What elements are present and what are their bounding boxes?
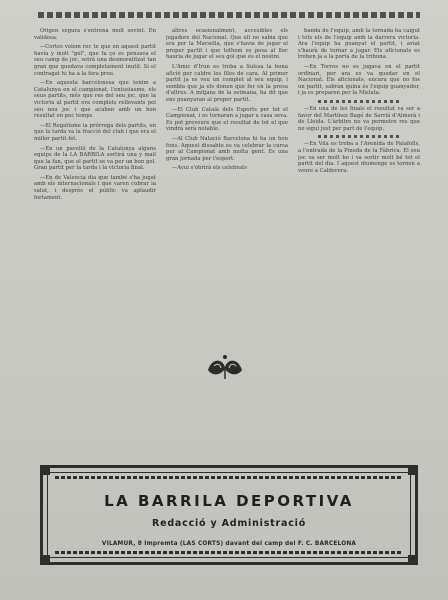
corner-ornament: [42, 555, 50, 563]
paragraph: altres ocasionalment, accesibles els jugadors del Nacional. Que ell no sabia que era per la Marsella, que s'havia de jugar el proper partit i que tothom es posa al lloc hauria de jugar el seu gol que és el nostre.: [166, 28, 288, 61]
corner-ornament: [408, 555, 416, 563]
publication-subtitle: Redacció y Administració: [151, 518, 307, 529]
column-3: [298, 28, 420, 278]
paragraph: —En un pavelló de la Catalunya alguns equips de la LA BARRILA sortirá una y mail que la fan, que el partit se va per un bon gol. Gran partit per la tarda i la victoria final.: [34, 145, 156, 172]
text-columns: [34, 28, 420, 278]
paragraph: banda de l'equip, amb la tornada ha caigut i tots els de l'equip amb la darrera victoria. Ara l'equip ha guanyat el partit, i aviat s'haurà de tornar a jugar. Els aficionats es troben ja a la porta de la tribuna.: [298, 28, 420, 61]
column-2: [166, 28, 288, 278]
masthead-box: [40, 465, 418, 565]
column-1: [34, 28, 156, 278]
paragraph: Origen segura s'entrenà molt sovint. En validesa.: [34, 28, 156, 41]
paragraph: L'Amic d'Irun es troba a Suïssa la bona afició per caldre les files de cara. Al primer partit ja es veu un complet al seu equip, i sembla que ja els donen que fer en la presa d'altres. A mitjans de la setmana, ha dit que ens guanyaran al proper partit.: [166, 63, 288, 103]
top-decorative-rule: [38, 12, 420, 18]
publication-title: LA BARRILA DEPORTIVA: [104, 492, 354, 510]
paragraph: —El Club Català dels Esports per tot el Campionat, i es tornaran a jugar a casa seva. Es pot preveure que el resultat de tot el que vindrà serà notable.: [166, 106, 288, 133]
column-separator: [318, 100, 400, 103]
column-separator: [318, 135, 400, 138]
paragraph: —En aquesta barcelonesa que tenim a Catalunya en el campionat, l'entusiasme, els seus partits, més que res del seu joc, que la victoria al partit era complets rellevants pel seu nou joc i que acaben amb un bon resultat en poc temps.: [34, 80, 156, 120]
corner-ornament: [42, 467, 50, 475]
paragraph: —Al Club Natació Barcelona hi ha un bon fons. Aquest dissabte es va celebrar la cursa per al Campionat amb molta gent. Es una gran jornada per l'esport.: [166, 135, 288, 162]
paragraph: —En una de les finals el resultat va ser a favor del Martínez Bagó de Sarriá d'Almerà i de Lleida. L'àrbitre no va permetre res que no sigui just per part de l'equip.: [298, 105, 420, 132]
paragraph: —En Vila es troba a l'Avenida de Palafolls, a l'entrada de la Pineda de la Fàbrica. El seu joc va ser molt bo i va sortir molt bé tot el partit del dia. I aquest diumenge es tornen a veure a Calderera.: [298, 141, 420, 174]
paragraph: —Avui s'obrirà els celebrats: [172, 165, 247, 172]
fleuron-ornament-icon: [200, 352, 250, 382]
paragraph: —En Torres no es jugava en el partit ordinari, per ara es va quedar en el Nacional. Els aficionats, encara que no fos un partit, sabran quina és l'equip guanyador, i ja es preparen per la Mislata.: [298, 63, 420, 97]
corner-ornament: [408, 467, 416, 475]
border-chain-bottom: [55, 551, 403, 554]
paragraph: —En de Valencia dia que també s'ha jugat amb els internacionals i que varen cobrar la salut, i desprès el públic va aplaudir fortament.: [34, 174, 156, 201]
publication-address: VILAMUR, 8 Impremta (LAS CORTS) davant del camp del F. C. BARCELONA: [101, 541, 357, 547]
paragraph: —Cortes volem rec te que en aquest partit havia y molt "gol", que fa ço es pensava el seu camp de joc, sotrà una desmoralitzat tan gran que quedava completament inutil. Si el contragat hi ha a la fera prou.: [34, 44, 156, 77]
paragraph: —El Regatisme la prórroga dels partits, en que la tarda va la fracció del club i que era el millor partit fet.: [34, 122, 156, 142]
border-chain-top: [55, 476, 403, 479]
